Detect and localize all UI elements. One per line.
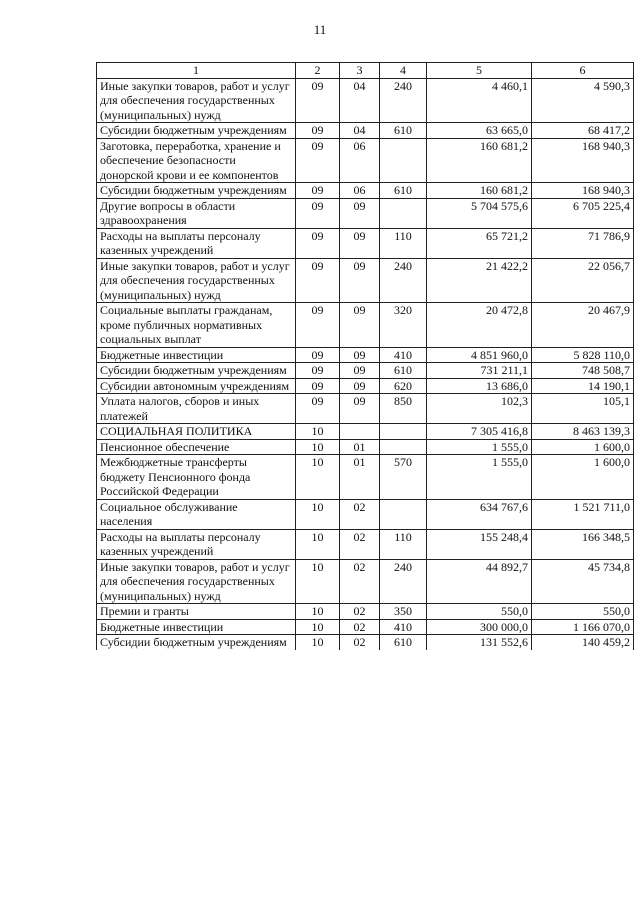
table-row [97,347,634,363]
expense-type-cell: 350 [380,604,427,620]
subsection-code-cell: 04 [340,78,380,123]
amount-year2-cell: 1 166 070,0 [532,619,634,635]
row-name-cell: Социальные выплаты гражданам, кроме публичных нормативных социальных выплат [97,303,296,348]
section-code-cell: 10 [296,619,340,635]
amount-year2-cell: 20 467,9 [532,303,634,348]
table-row [97,183,634,199]
section-code-cell: 09 [296,78,340,123]
table-row [97,529,634,559]
amount-year1-cell: 4 460,1 [427,78,532,123]
subsection-code-cell [340,424,380,440]
section-code-cell: 10 [296,604,340,620]
amount-year1-cell: 5 704 575,6 [427,198,532,228]
subsection-code-cell: 09 [340,378,380,394]
budget-table [96,62,634,650]
row-name-cell: Иные закупки товаров, работ и услуг для обеспечения государственных (муниципальных) нужд [97,258,296,303]
subsection-code-cell: 06 [340,138,380,183]
amount-year2-cell: 166 348,5 [532,529,634,559]
subsection-code-cell: 02 [340,559,380,604]
row-name-cell: Иные закупки товаров, работ и услуг для обеспечения государственных (муниципальных) нужд [97,78,296,123]
amount-year2-cell: 5 828 110,0 [532,347,634,363]
amount-year1-cell: 102,3 [427,394,532,424]
table-row [97,455,634,500]
subsection-code-cell: 04 [340,123,380,139]
amount-year1-cell: 550,0 [427,604,532,620]
row-name-cell: Заготовка, переработка, хранение и обеспечение безопасности донорской крови и ее компонентов [97,138,296,183]
expense-type-cell: 410 [380,619,427,635]
amount-year2-cell: 140 459,2 [532,635,634,650]
amount-year1-cell: 65 721,2 [427,228,532,258]
amount-year1-cell: 1 555,0 [427,455,532,500]
expense-type-cell: 110 [380,228,427,258]
amount-year1-cell: 13 686,0 [427,378,532,394]
row-name-cell: Субсидии бюджетным учреждениям [97,123,296,139]
expense-type-cell [380,198,427,228]
expense-type-cell: 110 [380,529,427,559]
table-row [97,635,634,650]
subsection-code-cell: 09 [340,258,380,303]
amount-year1-cell: 44 892,7 [427,559,532,604]
amount-year2-cell: 748 508,7 [532,363,634,379]
subsection-code-cell: 09 [340,363,380,379]
amount-year1-cell: 160 681,2 [427,183,532,199]
row-name-cell: Социальное обслуживание населения [97,499,296,529]
table-row [97,258,634,303]
amount-year2-cell: 1 600,0 [532,455,634,500]
section-code-cell: 09 [296,123,340,139]
amount-year1-cell: 155 248,4 [427,529,532,559]
table-row [97,439,634,455]
table-row [97,78,634,123]
table-row [97,619,634,635]
table-row [97,198,634,228]
section-code-cell: 09 [296,198,340,228]
section-code-cell: 09 [296,347,340,363]
expense-type-cell [380,439,427,455]
amount-year1-cell: 131 552,6 [427,635,532,650]
amount-year2-cell: 22 056,7 [532,258,634,303]
amount-year2-cell: 168 940,3 [532,183,634,199]
amount-year2-cell: 1 521 711,0 [532,499,634,529]
row-name-cell: Расходы на выплаты персоналу казенных учреждений [97,529,296,559]
section-code-cell: 09 [296,394,340,424]
amount-year2-cell: 1 600,0 [532,439,634,455]
amount-year1-cell: 1 555,0 [427,439,532,455]
amount-year2-cell: 105,1 [532,394,634,424]
amount-year1-cell: 4 851 960,0 [427,347,532,363]
table-row [97,123,634,139]
section-code-cell: 09 [296,183,340,199]
row-name-cell: Иные закупки товаров, работ и услуг для обеспечения государственных (муниципальных) нужд [97,559,296,604]
amount-year1-cell: 21 422,2 [427,258,532,303]
table-row [97,363,634,379]
expense-type-cell: 240 [380,78,427,123]
subsection-code-cell: 09 [340,198,380,228]
table-header-row [97,63,634,79]
row-name-cell: Другие вопросы в области здравоохранения [97,198,296,228]
expense-type-cell: 240 [380,258,427,303]
subsection-code-cell: 01 [340,439,380,455]
column-header: 3 [340,63,380,79]
expense-type-cell: 240 [380,559,427,604]
row-name-cell: СОЦИАЛЬНАЯ ПОЛИТИКА [97,424,296,440]
subsection-code-cell: 02 [340,619,380,635]
row-name-cell: Субсидии бюджетным учреждениям [97,363,296,379]
expense-type-cell: 610 [380,363,427,379]
amount-year1-cell: 634 767,6 [427,499,532,529]
section-code-cell: 09 [296,363,340,379]
amount-year1-cell: 731 211,1 [427,363,532,379]
table-row [97,138,634,183]
table-row [97,424,634,440]
column-header: 1 [97,63,296,79]
row-name-cell: Субсидии бюджетным учреждениям [97,635,296,650]
section-code-cell: 09 [296,378,340,394]
amount-year1-cell: 300 000,0 [427,619,532,635]
section-code-cell: 10 [296,635,340,650]
expense-type-cell [380,499,427,529]
amount-year2-cell: 71 786,9 [532,228,634,258]
column-header: 2 [296,63,340,79]
row-name-cell: Премии и гранты [97,604,296,620]
amount-year1-cell: 63 665,0 [427,123,532,139]
row-name-cell: Межбюджетные трансферты бюджету Пенсионного фонда Российской Федерации [97,455,296,500]
section-code-cell: 10 [296,439,340,455]
subsection-code-cell: 09 [340,394,380,424]
expense-type-cell: 320 [380,303,427,348]
expense-type-cell: 610 [380,635,427,650]
table-row [97,228,634,258]
table-row [97,303,634,348]
section-code-cell: 10 [296,499,340,529]
amount-year1-cell: 160 681,2 [427,138,532,183]
amount-year1-cell: 7 305 416,8 [427,424,532,440]
subsection-code-cell: 02 [340,529,380,559]
amount-year2-cell: 14 190,1 [532,378,634,394]
expense-type-cell: 410 [380,347,427,363]
amount-year2-cell: 8 463 139,3 [532,424,634,440]
subsection-code-cell: 01 [340,455,380,500]
expense-type-cell: 570 [380,455,427,500]
subsection-code-cell: 09 [340,303,380,348]
table-body [97,78,634,650]
page-number: 11 [313,22,327,37]
subsection-code-cell: 09 [340,347,380,363]
row-name-cell: Расходы на выплаты персоналу казенных учреждений [97,228,296,258]
expense-type-cell: 610 [380,123,427,139]
column-header: 5 [427,63,532,79]
row-name-cell: Пенсионное обеспечение [97,439,296,455]
amount-year2-cell: 550,0 [532,604,634,620]
section-code-cell: 10 [296,455,340,500]
amount-year2-cell: 168 940,3 [532,138,634,183]
subsection-code-cell: 02 [340,635,380,650]
expense-type-cell: 850 [380,394,427,424]
expense-type-cell [380,424,427,440]
table-row [97,378,634,394]
expense-type-cell: 620 [380,378,427,394]
amount-year1-cell: 20 472,8 [427,303,532,348]
row-name-cell: Бюджетные инвестиции [97,347,296,363]
section-code-cell: 09 [296,228,340,258]
section-code-cell: 09 [296,303,340,348]
amount-year2-cell: 6 705 225,4 [532,198,634,228]
amount-year2-cell: 68 417,2 [532,123,634,139]
subsection-code-cell: 09 [340,228,380,258]
section-code-cell: 10 [296,424,340,440]
table-row [97,604,634,620]
amount-year2-cell: 45 734,8 [532,559,634,604]
row-name-cell: Субсидии автономным учреждениям [97,378,296,394]
subsection-code-cell: 02 [340,499,380,529]
row-name-cell: Бюджетные инвестиции [97,619,296,635]
column-header: 6 [532,63,634,79]
column-header: 4 [380,63,427,79]
row-name-cell: Субсидии бюджетным учреждениям [97,183,296,199]
amount-year2-cell: 4 590,3 [532,78,634,123]
section-code-cell: 10 [296,559,340,604]
subsection-code-cell: 02 [340,604,380,620]
section-code-cell: 10 [296,529,340,559]
subsection-code-cell: 06 [340,183,380,199]
expense-type-cell: 610 [380,183,427,199]
table-row [97,559,634,604]
section-code-cell: 09 [296,138,340,183]
row-name-cell: Уплата налогов, сборов и иных платежей [97,394,296,424]
section-code-cell: 09 [296,258,340,303]
expense-type-cell [380,138,427,183]
table-row [97,499,634,529]
table-row [97,394,634,424]
